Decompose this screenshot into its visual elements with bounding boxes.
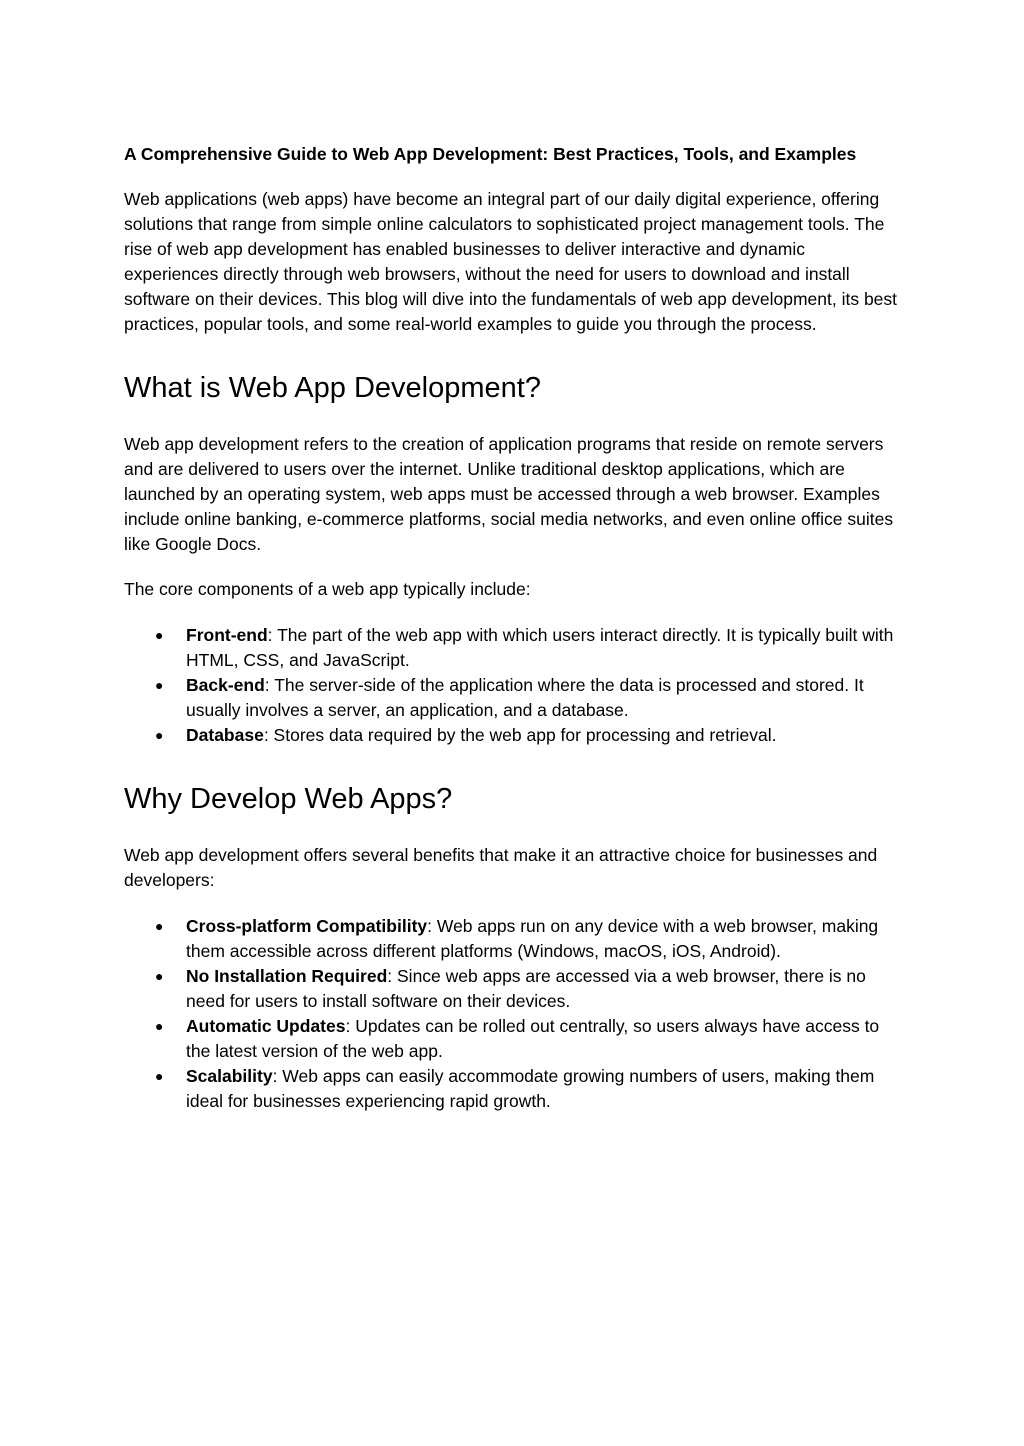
section-heading-what-is: What is Web App Development? xyxy=(124,372,541,404)
list-item xyxy=(124,914,904,964)
list-item xyxy=(124,723,904,748)
bullet-icon: ● xyxy=(155,677,164,693)
list-item-text: : The server-side of the application where the data is processed and stored. It usually involves a server, an application, and a database. xyxy=(186,675,864,720)
list-item xyxy=(124,1014,904,1064)
list-item xyxy=(124,623,904,673)
bullet-icon: ● xyxy=(155,1068,164,1084)
benefits-list xyxy=(124,914,904,1114)
document-title: A Comprehensive Guide to Web App Development: Best Practices, Tools, and Examples xyxy=(124,144,857,164)
list-item-term: Cross-platform Compatibility xyxy=(186,916,428,936)
section-what-is-paragraph: Web app development refers to the creation of application programs that reside on remote servers and are delivered to users over the internet. Unlike traditional desktop applications, which are launched by an operating system, web apps must be accessed through a web browser. Examples include online banking, e-commerce platforms, social media networks, and even online office suites like Google Docs. xyxy=(124,434,894,554)
list-item-text: : Web apps run on any device with a web browser, making them accessible across different platforms (Windows, macOS, iOS, Android). xyxy=(186,916,879,961)
core-components-intro: The core components of a web app typically include: xyxy=(124,579,531,599)
list-item-term: Back-end xyxy=(186,675,265,695)
list-item-text: : Web apps can easily accommodate growing numbers of users, making them ideal for businesses experiencing rapid growth. xyxy=(186,1066,875,1111)
bullet-icon: ● xyxy=(155,918,164,934)
list-item-term: Automatic Updates xyxy=(186,1016,346,1036)
core-components-list xyxy=(124,623,904,748)
list-item xyxy=(124,673,904,723)
benefits-intro: Web app development offers several benefits that make it an attractive choice for businesses and developers: xyxy=(124,845,878,890)
list-item-term: Database xyxy=(186,725,264,745)
list-item-term: No Installation Required xyxy=(186,966,388,986)
list-item-text: : Since web apps are accessed via a web browser, there is no need for users to install software on their devices. xyxy=(186,966,866,1011)
list-item-text: : Stores data required by the web app for processing and retrieval. xyxy=(263,725,777,745)
intro-paragraph: Web applications (web apps) have become an integral part of our daily digital experience, offering solutions that range from simple online calculators to sophisticated project management tools. The rise of web app development has enabled businesses to deliver interactive and dynamic experiences directly through web browsers, without the need for users to download and install software on their devices. This blog will dive into the fundamentals of web app development, its best practices, popular tools, and some real-world examples to guide you through the process. xyxy=(124,189,898,334)
bullet-icon: ● xyxy=(155,727,164,743)
list-item xyxy=(124,964,904,1014)
list-item-text: : The part of the web app with which users interact directly. It is typically built with HTML, CSS, and JavaScript. xyxy=(186,625,894,670)
bullet-icon: ● xyxy=(155,627,164,643)
list-item-text: : Updates can be rolled out centrally, so users always have access to the latest version of the web app. xyxy=(186,1016,880,1061)
bullet-icon: ● xyxy=(155,1018,164,1034)
list-item xyxy=(124,1064,904,1114)
document-page xyxy=(124,142,904,1114)
section-heading-why-develop: Why Develop Web Apps? xyxy=(124,783,453,815)
list-item-term: Scalability xyxy=(186,1066,273,1086)
bullet-icon: ● xyxy=(155,968,164,984)
list-item-term: Front-end xyxy=(186,625,268,645)
